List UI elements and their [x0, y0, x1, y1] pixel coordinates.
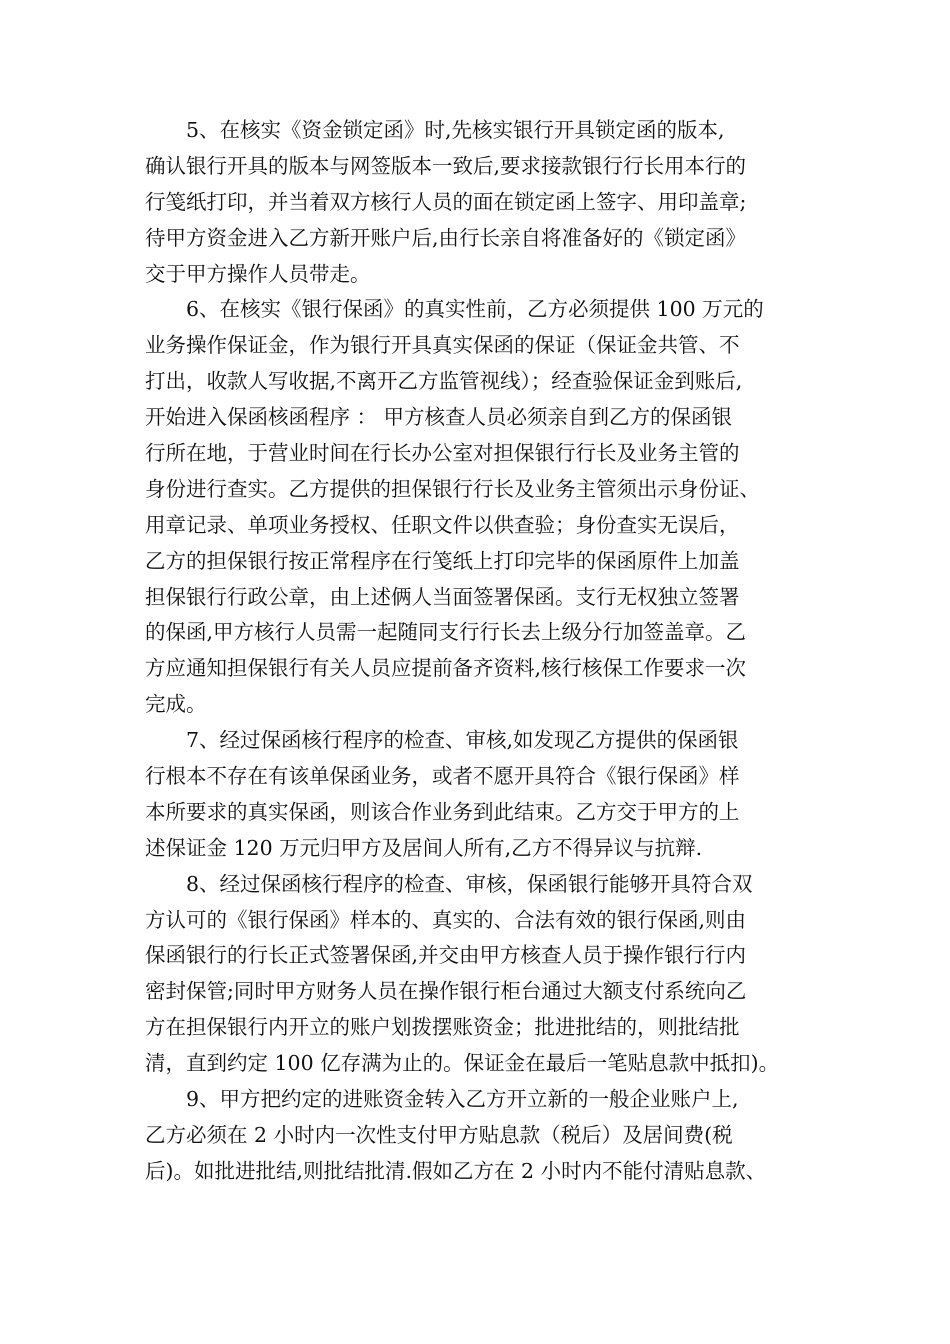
text-line: 待甲方资金进入乙方新开账户后,由行长亲自将准备好的《锁定函》 — [145, 225, 747, 250]
document-page — [145, 113, 825, 1190]
text-line: 打出，收款人写收据,不离开乙方监管视线）；经查验保证金到账后, — [145, 369, 743, 394]
paragraph-9 — [145, 1082, 825, 1190]
text-line: 8、经过保函核行程序的检查、审核，保函银行能够开具符合双 — [186, 871, 753, 896]
text-line: 的保函,甲方核行人员需一起随同支行行长去上级分行加签盖章。乙 — [145, 620, 747, 645]
text-line: 交于甲方操作人员带走。 — [145, 261, 371, 286]
text-line: 方认可的《银行保函》样本的、真实的、合法有效的银行保函,则由 — [145, 907, 747, 932]
text-line: 5、在核实《资金锁定函》时,先核实银行开具锁定函的版本, — [186, 118, 725, 142]
text-line: 行根本不存在有该单保函业务，或者不愿开具符合《银行保函》样 — [145, 764, 740, 789]
text-line: 业务操作保证金，作为银行开具真实保函的保证（保证金共管、不 — [145, 333, 740, 358]
text-line: 乙方的担保银行按正常程序在行笺纸上打印完毕的保函原件上加盖 — [145, 548, 740, 573]
text-line: 方应通知担保银行有关人员应提前备齐资料,核行核保工作要求一次 — [145, 656, 747, 681]
text-line: 本所要求的真实保函，则该合作业务到此结束。乙方交于甲方的上 — [145, 799, 740, 824]
text-line: 行笺纸打印，并当着双方核行人员的面在锁定函上签字、用印盖章; — [145, 189, 747, 214]
text-line: 后)。如批进批结,则批结批清.假如乙方在 2 小时内不能付清贴息款、 — [145, 1158, 767, 1183]
text-line: 行所在地，于营业时间在行长办公室对担保银行行长及业务主管的 — [145, 441, 740, 466]
text-line: 确认银行开具的版本与网签版本一致后,要求接款银行行长用本行的 — [145, 153, 747, 178]
text-line: 开始进入保函核函程序 ： 甲方核查人员必须亲自到乙方的保函银 — [145, 405, 733, 430]
text-line: 密封保管;同时甲方财务人员在操作银行柜台通过大额支付系统向乙 — [145, 979, 747, 1004]
paragraph-8 — [145, 867, 825, 1082]
paragraph-7 — [145, 723, 825, 867]
paragraph-6 — [145, 292, 825, 723]
text-line: 方在担保银行内开立的账户划拨摆账资金；批进批结的，则批结批 — [145, 1015, 740, 1040]
paragraph-5 — [145, 113, 825, 292]
text-line: 6、在核实《银行保函》的真实性前，乙方必须提供 100 万元的 — [186, 297, 764, 322]
text-line: 担保银行行政公章，由上述俩人当面签署保函。支行无权独立签署 — [145, 584, 740, 609]
text-line: 7、经过保函核行程序的检查、审核,如发现乙方提供的保函银 — [186, 728, 739, 753]
text-line: 完成。 — [145, 692, 207, 717]
text-line: 用章记录、单项业务授权、任职文件以供查验；身份查实无误后， — [145, 512, 740, 537]
text-line: 清，直到约定 100 亿存满为止的。保证金在最后一笔贴息款中抵扣)。 — [145, 1051, 780, 1076]
text-line: 9、甲方把约定的进账资金转入乙方开立新的一般企业账户上, — [186, 1087, 739, 1112]
text-line: 保函银行的行长正式签署保函,并交由甲方核查人员于操作银行行内 — [145, 943, 747, 968]
text-line: 身份进行查实。乙方提供的担保银行行长及业务主管须出示身份证、 — [145, 476, 760, 501]
text-line: 乙方必须在 2 小时内一次性支付甲方贴息款（税后）及居间费(税 — [145, 1122, 733, 1147]
text-line: 述保证金 120 万元归甲方及居间人所有,乙方不得异议与抗辩. — [145, 835, 703, 860]
